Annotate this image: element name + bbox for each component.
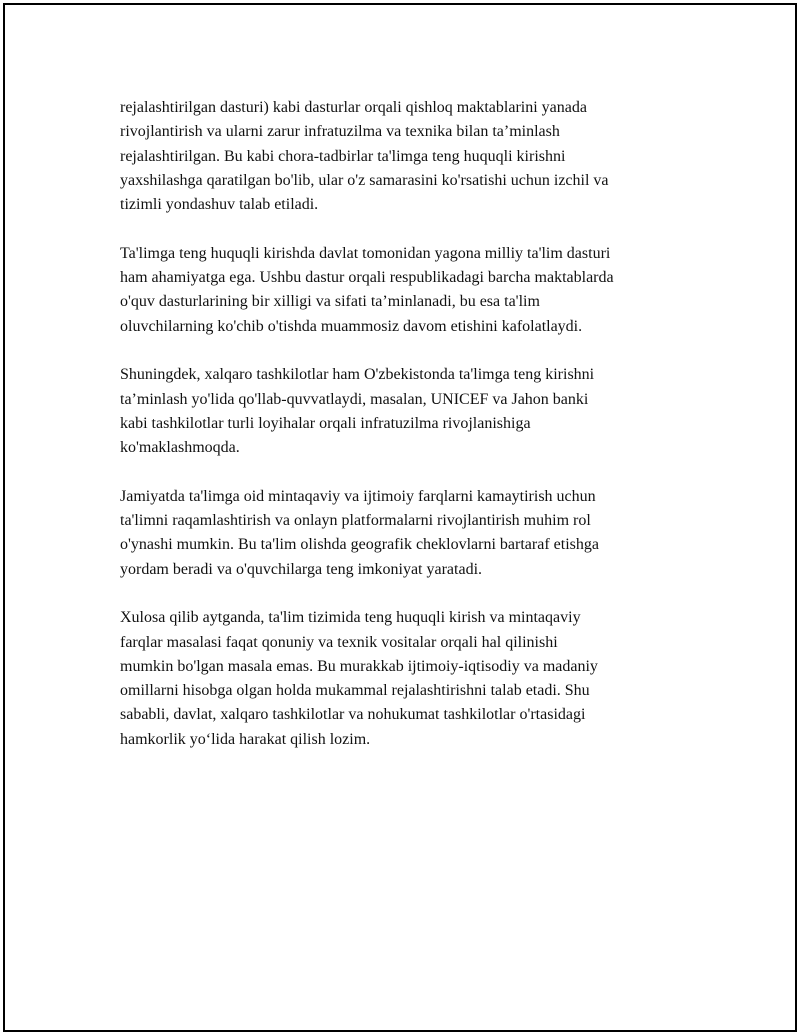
paragraph-1 <box>120 96 700 217</box>
text-line: Shuningdek, xalqaro tashkilotlar ham O'zbekistonda ta'limga teng kirishni <box>120 366 595 384</box>
text-line: ham ahamiyatga ega. Ushbu dastur orqali respublikadagi barcha maktablarda <box>120 269 614 287</box>
text-line: omillarni hisobga olgan holda mukammal rejalashtirishni talab etadi. Shu <box>120 682 590 700</box>
text-line: farqlar masalasi faqat qonuniy va texnik vositalar orqali hal qilinishi <box>120 633 558 651</box>
text-line: tizimli yondashuv talab etiladi. <box>120 196 319 214</box>
text-line: o'quv dasturlarining bir xilligi va sifati ta’minlanadi, bu esa ta'lim <box>120 293 540 311</box>
text-line: sababli, davlat, xalqaro tashkilotlar va nohukumat tashkilotlar o'rtasidagi <box>120 706 586 724</box>
paragraph-5 <box>120 606 700 752</box>
paragraph-2 <box>120 242 700 339</box>
document-page <box>3 3 797 1032</box>
text-line: ta'limni raqamlashtirish va onlayn platformalarni rivojlantirish muhim rol <box>120 512 591 530</box>
document-body <box>120 96 700 776</box>
text-line: rivojlantirish va ularni zarur infratuzilma va texnika bilan ta’minlash <box>120 123 560 141</box>
text-line: rejalashtirilgan dasturi) kabi dasturlar orqali qishloq maktablarini yanada <box>120 99 587 116</box>
text-line: ta’minlash yo'lida qo'llab-quvvatlaydi, masalan, UNICEF va Jahon banki <box>120 390 589 408</box>
text-line: hamkorlik yo‘lida harakat qilish lozim. <box>120 730 371 748</box>
text-line: mumkin bo'lgan masala emas. Bu murakkab ijtimoiy-iqtisodiy va madaniy <box>120 657 598 675</box>
text-line: ko'maklashmoqda. <box>120 439 240 457</box>
paragraph-3 <box>120 363 700 460</box>
text-line: Ta'limga teng huquqli kirishda davlat tomonidan yagona milliy ta'lim dasturi <box>120 244 611 262</box>
text-line: yordam beradi va o'quvchilarga teng imkoniyat yaratadi. <box>120 560 483 578</box>
text-line: rejalashtirilgan. Bu kabi chora-tadbirlar ta'limga teng huquqli kirishni <box>120 147 566 165</box>
text-line: o'ynashi mumkin. Bu ta'lim olishda geografik cheklovlarni bartaraf etishga <box>120 536 599 554</box>
text-line: Jamiyatda ta'limga oid mintaqaviy va ijtimoiy farqlarni kamaytirish uchun <box>120 487 596 505</box>
text-line: yaxshilashga qaratilgan bo'lib, ular o'z samarasini ko'rsatishi uchun izchil va <box>120 171 609 189</box>
text-line: oluvchilarning ko'chib o'tishda muammosiz davom etishini kafolatlaydi. <box>120 317 583 335</box>
text-line: Xulosa qilib aytganda, ta'lim tizimida teng huquqli kirish va mintaqaviy <box>120 609 581 627</box>
text-line: kabi tashkilotlar turli loyihalar orqali infratuzilma rivojlanishiga <box>120 414 531 432</box>
paragraph-4 <box>120 485 700 582</box>
